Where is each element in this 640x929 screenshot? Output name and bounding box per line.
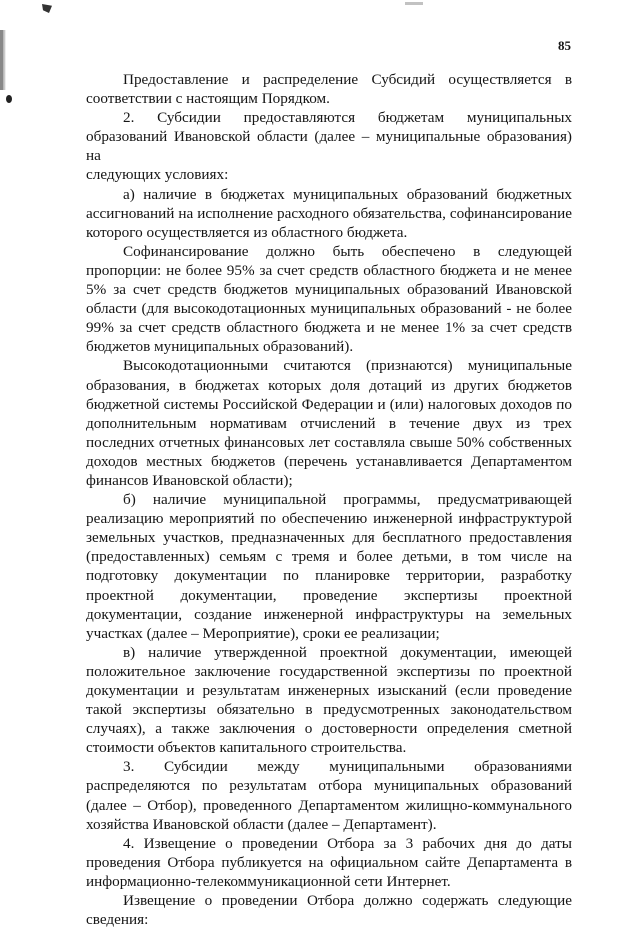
scan-artifact-top-left [42,4,52,13]
text-line: которого осуществляется из областного бюджета. [86,223,408,241]
paragraph-notice-contents [86,891,572,929]
page-number: 85 [558,38,571,53]
text-line: проектной документации, проведение экспертизы проектной [86,586,572,604]
text-line: подготовку документации по планировке территории, разработку [86,567,572,585]
text-line: а) наличие в бюджетах муниципальных образований бюджетных [123,185,572,203]
text-line: хозяйства Ивановской области (далее – Департамент). [86,815,437,833]
document-body [86,70,572,929]
text-line: финансов Ивановской области); [86,471,293,489]
paragraph-condition-a [86,185,572,242]
text-line: проведения Отбора публикуется на официальном сайте Департамента в [86,853,572,871]
text-line: 3. Субсидии между муниципальными образованиями [123,758,572,776]
paragraph-condition-v [86,643,572,758]
text-line: в) наличие утвержденной проектной документации, имеющей [123,643,572,661]
text-line: стоимости объектов капитального строительства. [86,739,407,757]
paragraph-cofinancing [86,242,572,357]
text-line: дополнительным нормативам отчислений в течение двух из трех [86,414,572,432]
text-line: следующих условиях: [86,166,229,184]
text-line: 4. Извещение о проведении Отбора за 3 рабочих дня до даты [123,834,572,852]
text-line: (предоставленных) семьям с тремя и более детьми, в том числе на [86,548,572,566]
text-line: б) наличие муниципальной программы, предусматривающей [123,491,572,509]
text-line: соответствии с настоящим Порядком. [86,90,330,108]
text-line: такой экспертизы обязательно в предусмотренных законодательством [86,701,572,719]
text-line: ассигнований на исполнение расходного обязательства, софинансирование [86,204,572,222]
text-line: 5% за счет средств бюджетов муниципальных образований Ивановской [86,281,572,299]
text-line: информационно-телекоммуникационной сети Интернет. [86,872,451,890]
text-line: случаях), а также заключения о достоверности определения сметной [86,720,572,738]
text-line: образований Ивановской области (далее – муниципальные образования) на [86,128,572,165]
text-line: доходов местных бюджетов (перечень устанавливается Департаментом [86,452,572,470]
text-line: сведения: [86,911,149,929]
text-line: реализацию мероприятий по обеспечению инженерной инфраструктурой [86,510,572,528]
text-line: области (для высокодотационных муниципальных образований - не более [86,300,572,318]
text-line: пропорции: не более 95% за счет средств областного бюджета и не менее [86,261,572,279]
text-line: положительное заключение государственной экспертизы по проектной [86,662,572,680]
scan-edge-shadow [0,30,14,90]
text-line: документации и результатам инженерных изысканий (если проведение [86,682,572,699]
paragraph-item-3 [86,757,572,833]
text-line: документации, создание инженерной инфраструктуры на земельных [86,605,572,623]
scan-artifact-edge [6,95,12,103]
paragraph-item-2 [86,108,572,184]
paragraph-high-subsidy [86,356,572,490]
text-line: бюджетов муниципальных образований). [86,338,354,356]
text-line: распределяются по результатам отбора муниципальных образований [86,777,572,795]
text-line: 2. Субсидии предоставляются бюджетам муниципальных [123,109,572,127]
text-line: Предоставление и распределение Субсидий осуществляется в [123,71,572,88]
paragraph-condition-b [86,490,572,643]
text-line: образования, в бюджетах которых доля дотаций из других бюджетов [86,376,572,394]
text-line: Софинансирование должно быть обеспечено в следующей [123,242,572,260]
scan-artifact-top [405,2,423,5]
paragraph-item-4 [86,834,572,891]
text-line: 99% за счет средств областного бюджета и не менее 1% за счет средств [86,319,572,337]
text-line: бюджетной системы Российской Федерации и (или) налоговых доходов по [86,395,572,413]
text-line: Высокодотационными считаются (признаются) муниципальные [123,357,572,375]
text-line: земельных участков, предназначенных для бесплатного предоставления [86,529,572,547]
text-line: (далее – Отбор), проведенного Департаментом жилищно-коммунального [86,796,572,814]
text-line: последних отчетных финансовых лет составляла свыше 50% собственных [86,433,572,451]
text-line: участках (далее – Мероприятие), сроки ее реализации; [86,624,440,642]
text-line: Извещение о проведении Отбора должно содержать следующие [123,892,572,910]
paragraph-subsidy-provision [86,70,572,108]
